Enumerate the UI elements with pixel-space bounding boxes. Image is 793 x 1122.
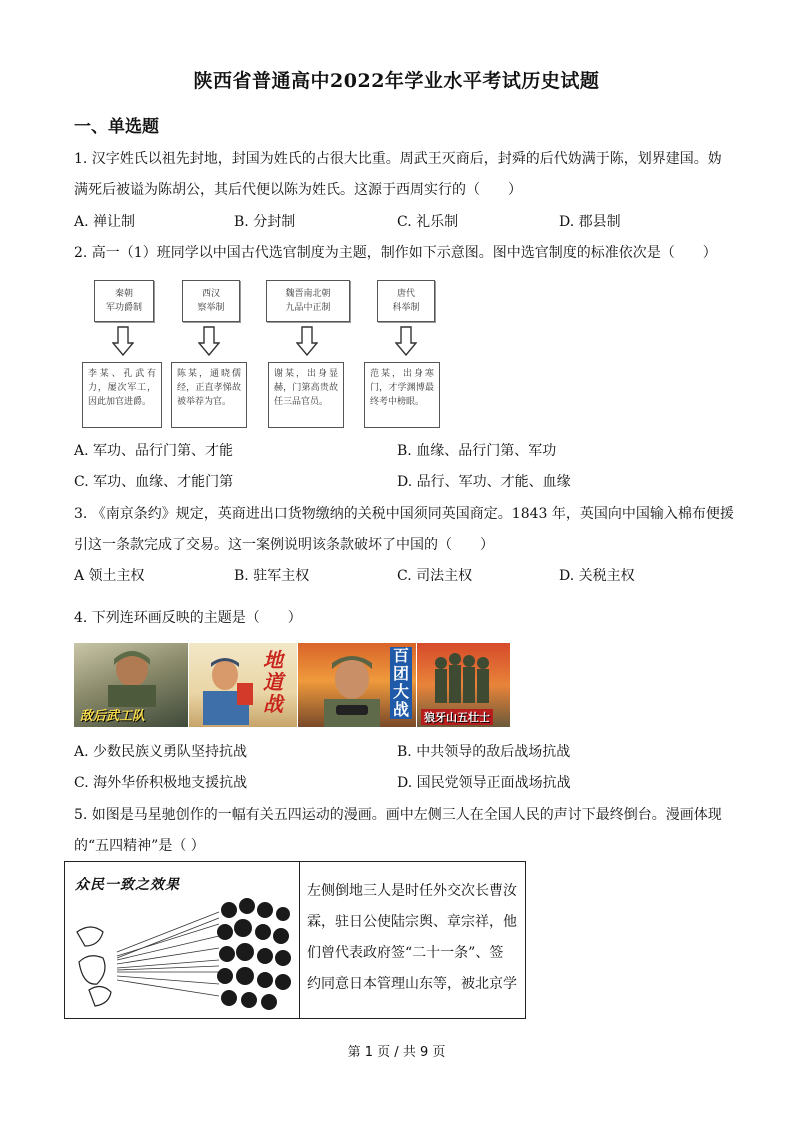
diagram-top-label-3: 魏晋南北朝 (285, 289, 331, 299)
q1-option-a[interactable]: A. 禅让制 (74, 214, 136, 230)
material-text-line-1: 左侧倒地三人是时任外交次长曹汝 (307, 883, 517, 899)
page-footer: 第 1 页 / 共 9 页 (347, 1045, 446, 1060)
down-arrow-icon (198, 326, 220, 356)
diagram-bottom-box-1: 李某、孔武有力，屡次军工，因此加官进爵。 (82, 362, 162, 428)
comic-cover-1 (74, 643, 188, 727)
q1-option-c[interactable]: C. 礼乐制 (397, 214, 459, 230)
diagram-top-sublabel-4: 科举制 (392, 303, 420, 313)
diagram-bottom-box-4: 范某，出身寒门，才学渊博最终考中榜眼。 (364, 362, 440, 428)
diagram-top-label-1: 秦朝 (114, 289, 133, 299)
q1-option-b[interactable]: B. 分封制 (234, 214, 296, 230)
section-heading: 一、单选题 (74, 117, 159, 137)
down-arrow-icon (296, 326, 318, 356)
diagram-bottom-box-3: 谢某，出身显赫，门第高贵故任三品官员。 (268, 362, 344, 428)
q4-option-a[interactable]: A. 少数民族义勇队坚持抗战 (74, 744, 248, 760)
diagram-top-box-qin (94, 280, 154, 322)
q2-option-c[interactable]: C. 军功、血缘、才能门第 (74, 474, 234, 490)
q4-stem: 4. 下列连环画反映的主题是（ ） (74, 610, 302, 626)
commander-figure-icon (316, 649, 388, 727)
down-arrow-icon (395, 326, 417, 356)
diagram-top-box-wei-jin (266, 280, 350, 322)
q3-option-d[interactable]: D. 关税主权 (559, 568, 635, 584)
q5-material-table (64, 861, 526, 1019)
comic-cover-2 (189, 643, 297, 727)
comic-title-4: 狼牙山五壮士 (421, 709, 493, 725)
may-fourth-cartoon-illustration (69, 892, 295, 1014)
q4-option-d[interactable]: D. 国民党领导正面战场抗战 (397, 775, 571, 791)
material-text-line-4: 约同意日本管理山东等，被北京学 (307, 976, 517, 992)
q2-option-d[interactable]: D. 品行、军功、才能、血缘 (397, 474, 571, 490)
material-text-cell (307, 876, 519, 1000)
material-text-line-2: 霖，驻日公使陆宗舆、章宗祥，他 (307, 914, 517, 930)
diagram-top-box-tang (377, 280, 435, 322)
q1-stem-line-2: 满死后被谥为陈胡公，其后代便以陈为姓氏。这源于西周实行的（ ） (74, 182, 522, 198)
cartoon-caption: 众民一致之效果 (75, 877, 180, 893)
comic-cover-4 (417, 643, 510, 727)
q2-option-b[interactable]: B. 血缘、品行门第、军功 (397, 443, 557, 459)
militia-figure-icon (197, 653, 261, 725)
diagram-top-sublabel-3: 九品中正制 (285, 303, 331, 313)
q4-option-c[interactable]: C. 海外华侨积极地支援抗战 (74, 775, 248, 791)
comic-title-3: 百团大战 (390, 647, 412, 719)
q3-option-b[interactable]: B. 驻军主权 (234, 568, 310, 584)
exam-title: 陕西省普通高中2022年学业水平考试历史试题 (193, 70, 600, 92)
q2-stem-line-1: 2. 高一（1）班同学以中国古代选官制度为主题，制作如下示意图。图中选官制度的标准依次是（ ） (74, 245, 717, 261)
q5-stem-line-2: 的“五四精神”是（ ） (74, 838, 205, 854)
q3-option-c[interactable]: C. 司法主权 (397, 568, 473, 584)
down-arrow-icon (112, 326, 134, 356)
diagram-bottom-box-2: 陈某，通晓儒经，正直孝悌故被举荐为官。 (171, 362, 247, 428)
q3-stem-line-2: 引这一条款完成了交易。这一案例说明该条款破坏了中国的（ ） (74, 537, 494, 553)
q1-stem-line-1: 1. 汉字姓氏以祖先封地，封国为姓氏的占很大比重。周武王灭商后，封舜的后代妫满于陈，划界建国。妫 (74, 151, 722, 167)
q3-option-a[interactable]: A 领土主权 (74, 568, 145, 584)
comic-title-1: 敌后武工队 (80, 709, 146, 724)
five-heroes-figure-icon (427, 649, 501, 709)
diagram-top-sublabel-1: 军功爵制 (105, 303, 142, 313)
q4-option-b[interactable]: B. 中共领导的敌后战场抗战 (397, 744, 571, 760)
comic-title-2: 地道战 (263, 648, 283, 716)
q3-stem-line-1: 3. 《南京条约》规定，英商进出口货物缴纳的关税中国须同英国商定。1843 年，英国向中国输入棉布便援 (74, 506, 734, 522)
cartoon-cell (65, 862, 300, 1018)
diagram-top-label-2: 西汉 (201, 289, 220, 299)
material-text-line-3: 们曾代表政府签“二十一条”、签 (307, 945, 504, 961)
diagram-top-label-4: 唐代 (396, 289, 415, 299)
diagram-top-sublabel-2: 察举制 (197, 303, 225, 313)
q5-stem-line-1: 5. 如图是马星驰创作的一幅有关五四运动的漫画。画中左侧三人在全国人民的声讨下最终倒台。漫画体现 (74, 807, 722, 823)
q1-option-d[interactable]: D. 郡县制 (559, 214, 621, 230)
soldier-figure-icon (102, 647, 162, 707)
q2-option-a[interactable]: A. 军功、品行门第、才能 (74, 443, 234, 459)
comic-cover-3 (298, 643, 416, 727)
diagram-top-box-han (182, 280, 240, 322)
